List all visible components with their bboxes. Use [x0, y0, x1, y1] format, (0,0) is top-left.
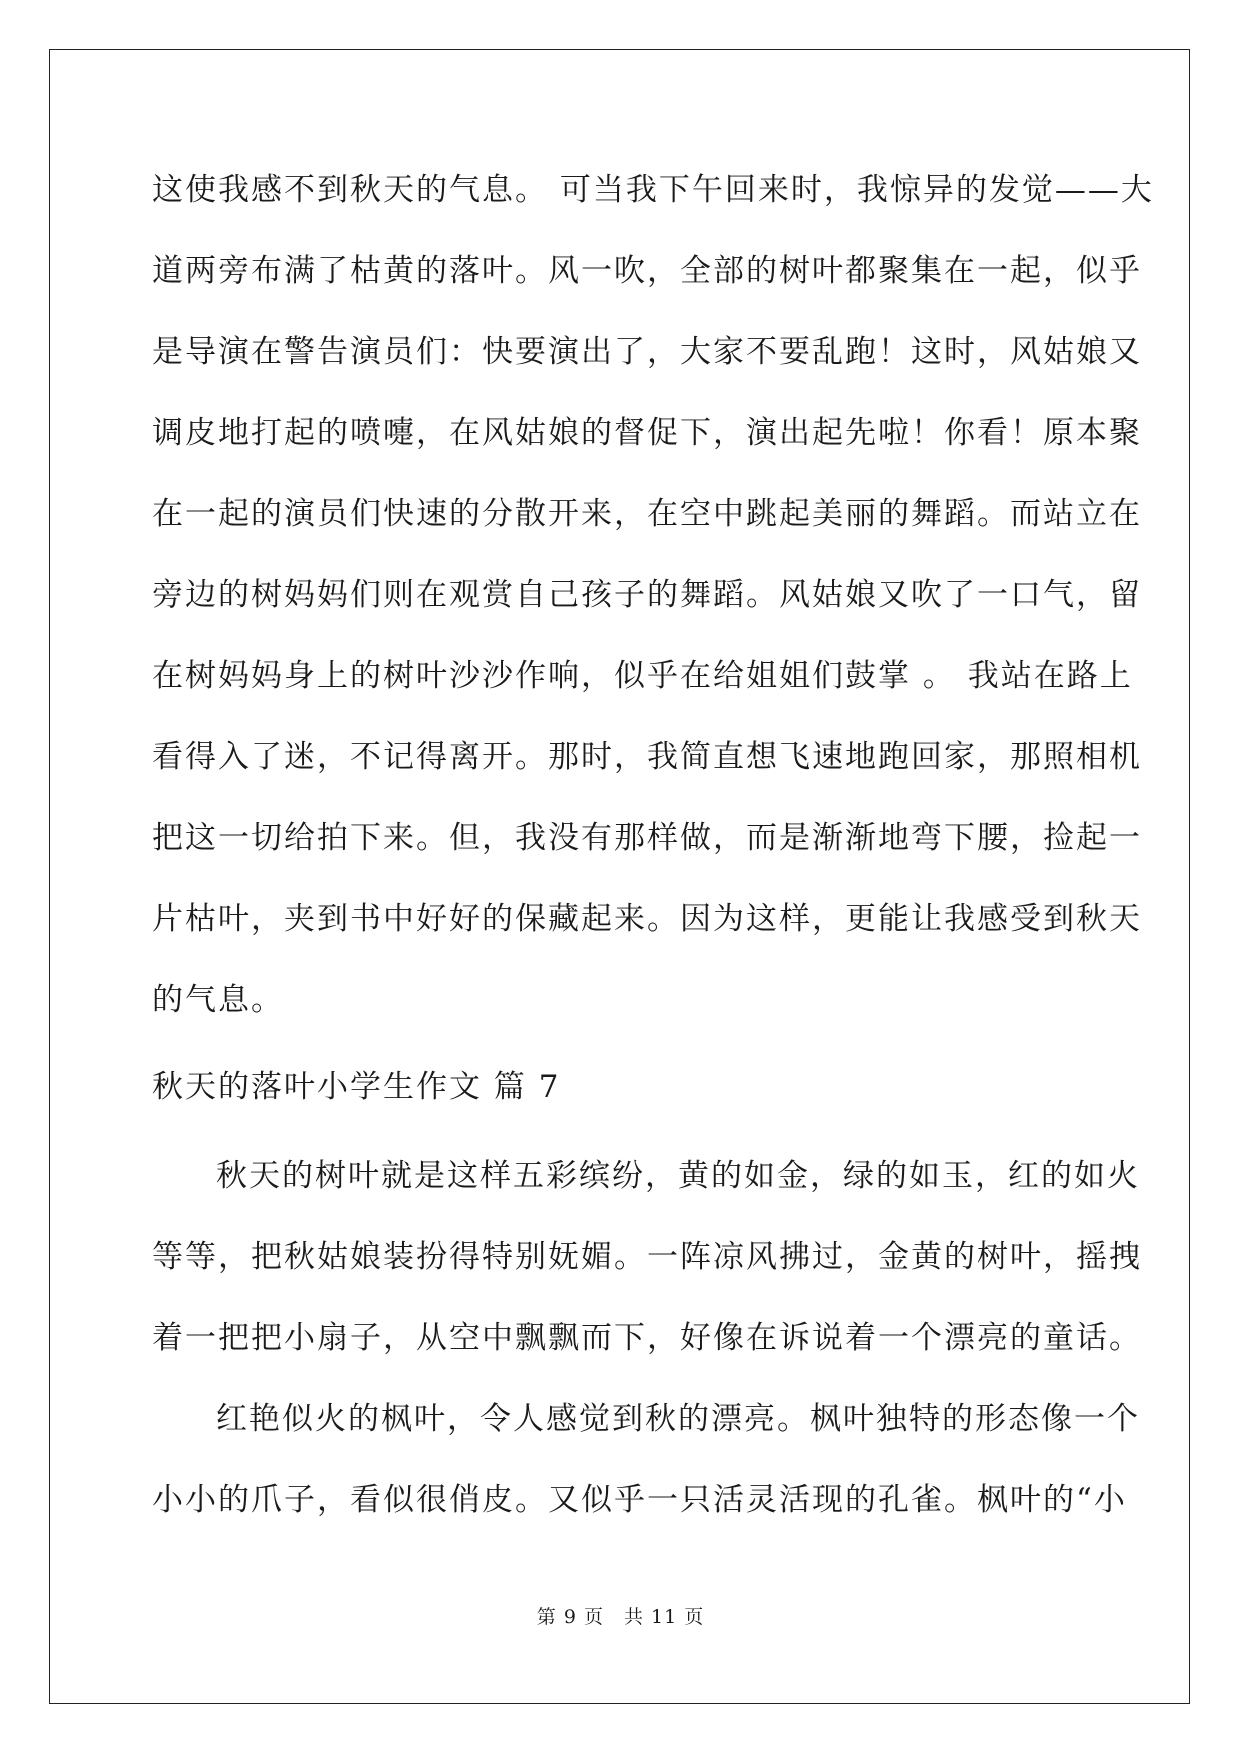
page-number: 第 9 页 共 11 页 — [536, 1606, 705, 1628]
text-line: 是导演在警告演员们：快要演出了，大家不要乱跑！这时，风姑娘又 — [152, 334, 1142, 370]
text-line: 看得入了迷，不记得离开。那时，我简直想飞速地跑回家，那照相机 — [152, 739, 1142, 775]
text-line: 把这一切给拍下来。但，我没有那样做，而是渐渐地弯下腰，捡起一 — [152, 820, 1142, 856]
text-line: 小小的爪子，看似很俏皮。又似乎一只活灵活现的孔雀。枫叶的“小 — [152, 1482, 1127, 1518]
text-line: 在一起的演员们快速的分散开来，在空中跳起美丽的舞蹈。而站立在 — [152, 496, 1142, 532]
paragraph-block-1 — [152, 150, 1154, 1041]
section-heading: 秋天的落叶小学生作文 篇 7 — [152, 1069, 561, 1105]
paragraph-block-3 — [152, 1379, 1140, 1541]
paragraph-block-2 — [152, 1136, 1142, 1379]
text-line: 调皮地打起的喷嚏，在风姑娘的督促下，演出起先啦！你看！原本聚 — [152, 415, 1142, 451]
text-line: 等等，把秋姑娘装扮得特别妩媚。一阵凉风拂过，金黄的树叶，摇拽 — [152, 1239, 1142, 1275]
text-line: 秋天的树叶就是这样五彩缤纷，黄的如金，绿的如玉，红的如火 — [216, 1158, 1140, 1194]
text-line: 旁边的树妈妈们则在观赏自己孩子的舞蹈。风姑娘又吹了一口气，留 — [152, 577, 1142, 613]
text-line: 的气息。 — [152, 982, 284, 1018]
text-line: 在树妈妈身上的树叶沙沙作响，似乎在给姐姐们鼓掌 。 我站在路上 — [152, 658, 1133, 694]
text-line: 红艳似火的枫叶，令人感觉到秋的漂亮。枫叶独特的形态像一个 — [216, 1401, 1140, 1437]
text-line: 这使我感不到秋天的气息。 可当我下午回来时，我惊异的发觉——大 — [152, 172, 1154, 208]
text-line: 道两旁布满了枯黄的落叶。风一吹，全部的树叶都聚集在一起，似乎 — [152, 253, 1142, 289]
text-line: 着一把把小扇子，从空中飘飘而下，好像在诉说着一个漂亮的童话。 — [152, 1320, 1142, 1356]
text-line: 片枯叶，夹到书中好好的保藏起来。因为这样，更能让我感受到秋天 — [152, 901, 1142, 937]
